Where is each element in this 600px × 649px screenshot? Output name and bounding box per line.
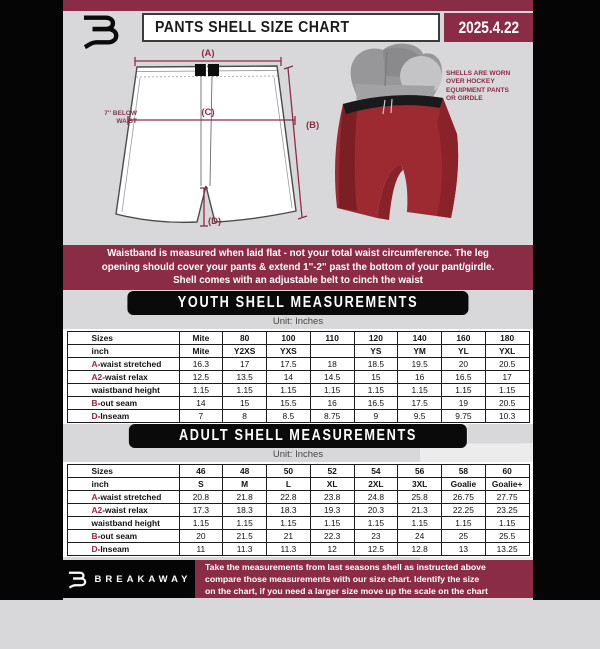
table-cell: 27.75 — [496, 491, 518, 502]
table-cell: YL — [442, 345, 486, 357]
row-label: waistband height — [68, 384, 180, 396]
measure-label-d: (D) — [208, 216, 222, 227]
table-cell: 17.5 — [267, 358, 311, 370]
table-cell: 1.15 — [180, 517, 224, 529]
table-cell: 19 — [442, 397, 486, 409]
left-black-bar — [0, 0, 63, 600]
waist-note-line2: WAIST — [116, 118, 137, 125]
table-row — [68, 491, 529, 504]
table-cell: 7 — [180, 410, 224, 422]
table-cell: YXS — [267, 345, 311, 357]
right-black-bar — [533, 0, 600, 600]
table-cell: XL — [311, 478, 355, 490]
table-row — [68, 358, 529, 371]
row-label: waistband height — [68, 517, 180, 529]
row-label: Sizes — [68, 332, 180, 344]
table-row — [68, 332, 529, 345]
table-cell: 16.5 — [355, 397, 399, 409]
table-row — [68, 543, 529, 555]
youth-section-heading — [127, 291, 468, 315]
table-cell: 16 — [398, 371, 442, 383]
table-cell: 13.25 — [496, 543, 518, 554]
table-cell: 8 — [223, 410, 267, 422]
table-cell: 17.5 — [398, 397, 442, 409]
page-title: PANTS SHELL SIZE CHART — [155, 18, 350, 36]
table-cell: 26.75 — [442, 491, 486, 503]
table-cell: 21.5 — [223, 530, 267, 542]
table-cell: 1.15 — [180, 384, 224, 396]
row-label: inch — [68, 345, 180, 357]
table-cell: 1.15 — [311, 384, 355, 396]
table-cell: 25 — [442, 530, 486, 542]
shell-note-line: SHELLS ARE WORN — [446, 70, 511, 77]
belt-buckle — [195, 64, 206, 76]
info-line: Waistband is measured when laid flat - not your total waist circumference. The leg — [107, 248, 489, 260]
table-cell: 12.5 — [355, 543, 399, 555]
page-title-box — [142, 13, 440, 42]
row-label: A -waist stretched — [68, 358, 180, 370]
table-cell: M — [223, 478, 267, 490]
table-cell: 48 — [223, 465, 267, 477]
adult-measurements-table — [67, 464, 530, 556]
table-cell: Goalie — [442, 478, 486, 490]
table-cell: 58 — [442, 465, 486, 477]
table-cell: 18 — [311, 358, 355, 370]
table-cell: 110 — [311, 332, 355, 344]
info-line: opening should cover your pants & extend 1''-2'' past the bottom of your pant/girdle. — [101, 261, 495, 273]
waistband-info-banner — [63, 245, 533, 290]
table-cell — [311, 345, 355, 357]
table-cell: 18.3 — [267, 504, 311, 516]
info-line: Shell comes with an adjustable belt to cinch the waist — [173, 275, 423, 287]
date-badge — [444, 13, 533, 42]
table-cell: 17 — [223, 358, 267, 370]
table-cell: 21.8 — [223, 491, 267, 503]
table-cell: 25.8 — [398, 491, 442, 503]
table-cell: 9.75 — [442, 410, 486, 422]
page-content — [63, 0, 533, 600]
table-cell: YXL — [498, 345, 516, 356]
youth-measurements-table — [67, 331, 530, 423]
table-cell: 21 — [267, 530, 311, 542]
table-cell: 20 — [180, 530, 224, 542]
table-cell: 180 — [500, 332, 515, 343]
table-cell: 9 — [355, 410, 399, 422]
table-cell: 10.3 — [498, 410, 516, 421]
table-cell: 15 — [223, 397, 267, 409]
table-cell: 19.5 — [398, 358, 442, 370]
table-cell: 14 — [267, 371, 311, 383]
table-cell: 120 — [355, 332, 399, 344]
table-cell: 1.15 — [498, 517, 516, 528]
waist-note-line1: 7'' BELOW — [104, 110, 137, 117]
measurement-diagram-area — [63, 44, 533, 244]
table-cell: 1.15 — [442, 517, 486, 529]
table-row — [68, 465, 529, 478]
top-accent-strip — [63, 0, 533, 11]
table-cell: 24 — [398, 530, 442, 542]
table-cell: Goalie+ — [491, 478, 523, 489]
table-cell: 19.3 — [311, 504, 355, 516]
shell-note-line: OVER HOCKEY — [446, 78, 495, 86]
adult-heading-text: ADULT SHELL MEASUREMENTS — [178, 427, 418, 444]
table-cell: YM — [398, 345, 442, 357]
table-cell: 23.25 — [496, 504, 518, 515]
table-cell: 1.15 — [355, 384, 399, 396]
table-cell: 17.3 — [180, 504, 224, 516]
footer — [63, 560, 533, 598]
table-cell: 13 — [442, 543, 486, 555]
table-row — [68, 504, 529, 517]
row-label: A2 -waist relax — [68, 371, 180, 383]
footer-line: compare those measurements with our size chart. Identify the size — [205, 573, 480, 584]
table-cell: 12 — [311, 543, 355, 555]
table-cell: 21.3 — [398, 504, 442, 516]
table-row — [68, 345, 529, 358]
table-cell: 54 — [355, 465, 399, 477]
waist-note — [77, 110, 137, 126]
footer-instructions — [195, 560, 533, 598]
table-cell: 46 — [180, 465, 224, 477]
table-cell: 56 — [398, 465, 442, 477]
table-cell: 80 — [223, 332, 267, 344]
youth-unit-label: Unit: Inches — [272, 316, 324, 327]
table-row — [68, 517, 529, 530]
table-cell: 13.5 — [223, 371, 267, 383]
youth-table-section — [63, 329, 533, 424]
table-cell: 50 — [267, 465, 311, 477]
table-cell: 1.15 — [355, 517, 399, 529]
row-label: A2 -waist relax — [68, 504, 180, 516]
table-cell: 20 — [442, 358, 486, 370]
table-cell: 20.3 — [355, 504, 399, 516]
table-cell: 52 — [311, 465, 355, 477]
table-cell: L — [267, 478, 311, 490]
table-cell: 14 — [180, 397, 224, 409]
table-cell: 100 — [267, 332, 311, 344]
table-cell: YS — [355, 345, 399, 357]
table-cell: Mite — [180, 332, 224, 344]
measure-label-a: (A) — [201, 48, 215, 59]
table-cell: 20.8 — [180, 491, 224, 503]
adult-table-section — [63, 462, 533, 557]
table-cell: 12.5 — [180, 371, 224, 383]
table-cell: 17 — [502, 371, 512, 382]
row-label: D -Inseam — [68, 410, 180, 422]
table-cell: 25.5 — [498, 530, 516, 541]
footer-brand-block — [63, 560, 195, 598]
table-cell: 24.8 — [355, 491, 399, 503]
row-label: A -waist stretched — [68, 491, 180, 503]
table-cell: 23 — [355, 530, 399, 542]
shell-usage-note — [446, 70, 522, 103]
table-row — [68, 478, 529, 491]
table-cell: 2XL — [355, 478, 399, 490]
table-cell: 14.5 — [311, 371, 355, 383]
table-cell: 1.15 — [267, 384, 311, 396]
table-cell: 12.8 — [398, 543, 442, 555]
table-cell: 1.15 — [223, 384, 267, 396]
table-cell: 1.15 — [498, 384, 516, 395]
table-cell: 16.3 — [180, 358, 224, 370]
shell-note-line: EQUIPMENT PANTS — [446, 86, 509, 94]
table-cell: 3XL — [398, 478, 442, 490]
table-cell: 8.75 — [311, 410, 355, 422]
breakaway-logo-small-icon — [67, 569, 89, 589]
table-cell: 1.15 — [267, 517, 311, 529]
table-cell: 16.5 — [442, 371, 486, 383]
table-cell: 18.3 — [223, 504, 267, 516]
table-cell: 1.15 — [398, 384, 442, 396]
row-label: B -out seam — [68, 530, 180, 542]
table-cell: 15 — [355, 371, 399, 383]
table-cell: 23.8 — [311, 491, 355, 503]
table-cell: 11.3 — [267, 543, 311, 555]
table-cell: 20.5 — [498, 397, 516, 408]
table-row — [68, 384, 529, 397]
date-text: 2025.4.22 — [458, 17, 519, 37]
table-cell: 16 — [311, 397, 355, 409]
table-cell: 22.8 — [267, 491, 311, 503]
table-cell: 22.25 — [442, 504, 486, 516]
table-cell: 9.5 — [398, 410, 442, 422]
measure-label-b: (B) — [306, 120, 320, 131]
adult-unit-label: Unit: Inches — [272, 449, 324, 460]
table-cell: 20.5 — [498, 358, 516, 369]
table-cell: 18.5 — [355, 358, 399, 370]
table-cell: 160 — [442, 332, 486, 344]
adult-section-heading — [129, 424, 467, 448]
row-label: D -Inseam — [68, 543, 180, 555]
table-cell: Y2XS — [223, 345, 267, 357]
table-row — [68, 530, 529, 543]
table-cell: Mite — [180, 345, 224, 357]
table-cell: 22.3 — [311, 530, 355, 542]
table-cell: 8.5 — [267, 410, 311, 422]
table-row — [68, 397, 529, 410]
table-row — [68, 410, 529, 422]
measure-label-c: (C) — [201, 107, 215, 118]
pants-measurement-diagram — [103, 44, 323, 242]
row-label: inch — [68, 478, 180, 490]
table-cell: 1.15 — [311, 517, 355, 529]
row-label: B -out seam — [68, 397, 180, 409]
table-cell: 15.5 — [267, 397, 311, 409]
shell-note-line: OR GIRDLE — [446, 94, 483, 102]
table-cell: 1.15 — [223, 517, 267, 529]
table-cell: 11 — [180, 543, 224, 555]
youth-heading-text: YOUTH SHELL MEASUREMENTS — [177, 294, 419, 311]
table-cell: 1.15 — [398, 517, 442, 529]
brand-name: BREAKAWAY — [94, 573, 192, 585]
table-cell: 11.3 — [223, 543, 267, 555]
table-cell: 140 — [398, 332, 442, 344]
table-row — [68, 371, 529, 384]
footer-line: Take the measurements from last seasons shell as instructed above — [205, 561, 486, 572]
table-cell: S — [180, 478, 224, 490]
row-label: Sizes — [68, 465, 180, 477]
table-cell: 60 — [502, 465, 512, 476]
table-cell: 1.15 — [442, 384, 486, 396]
footer-line: on the chart, if you need a larger size move up the scale on the chart — [205, 586, 488, 597]
